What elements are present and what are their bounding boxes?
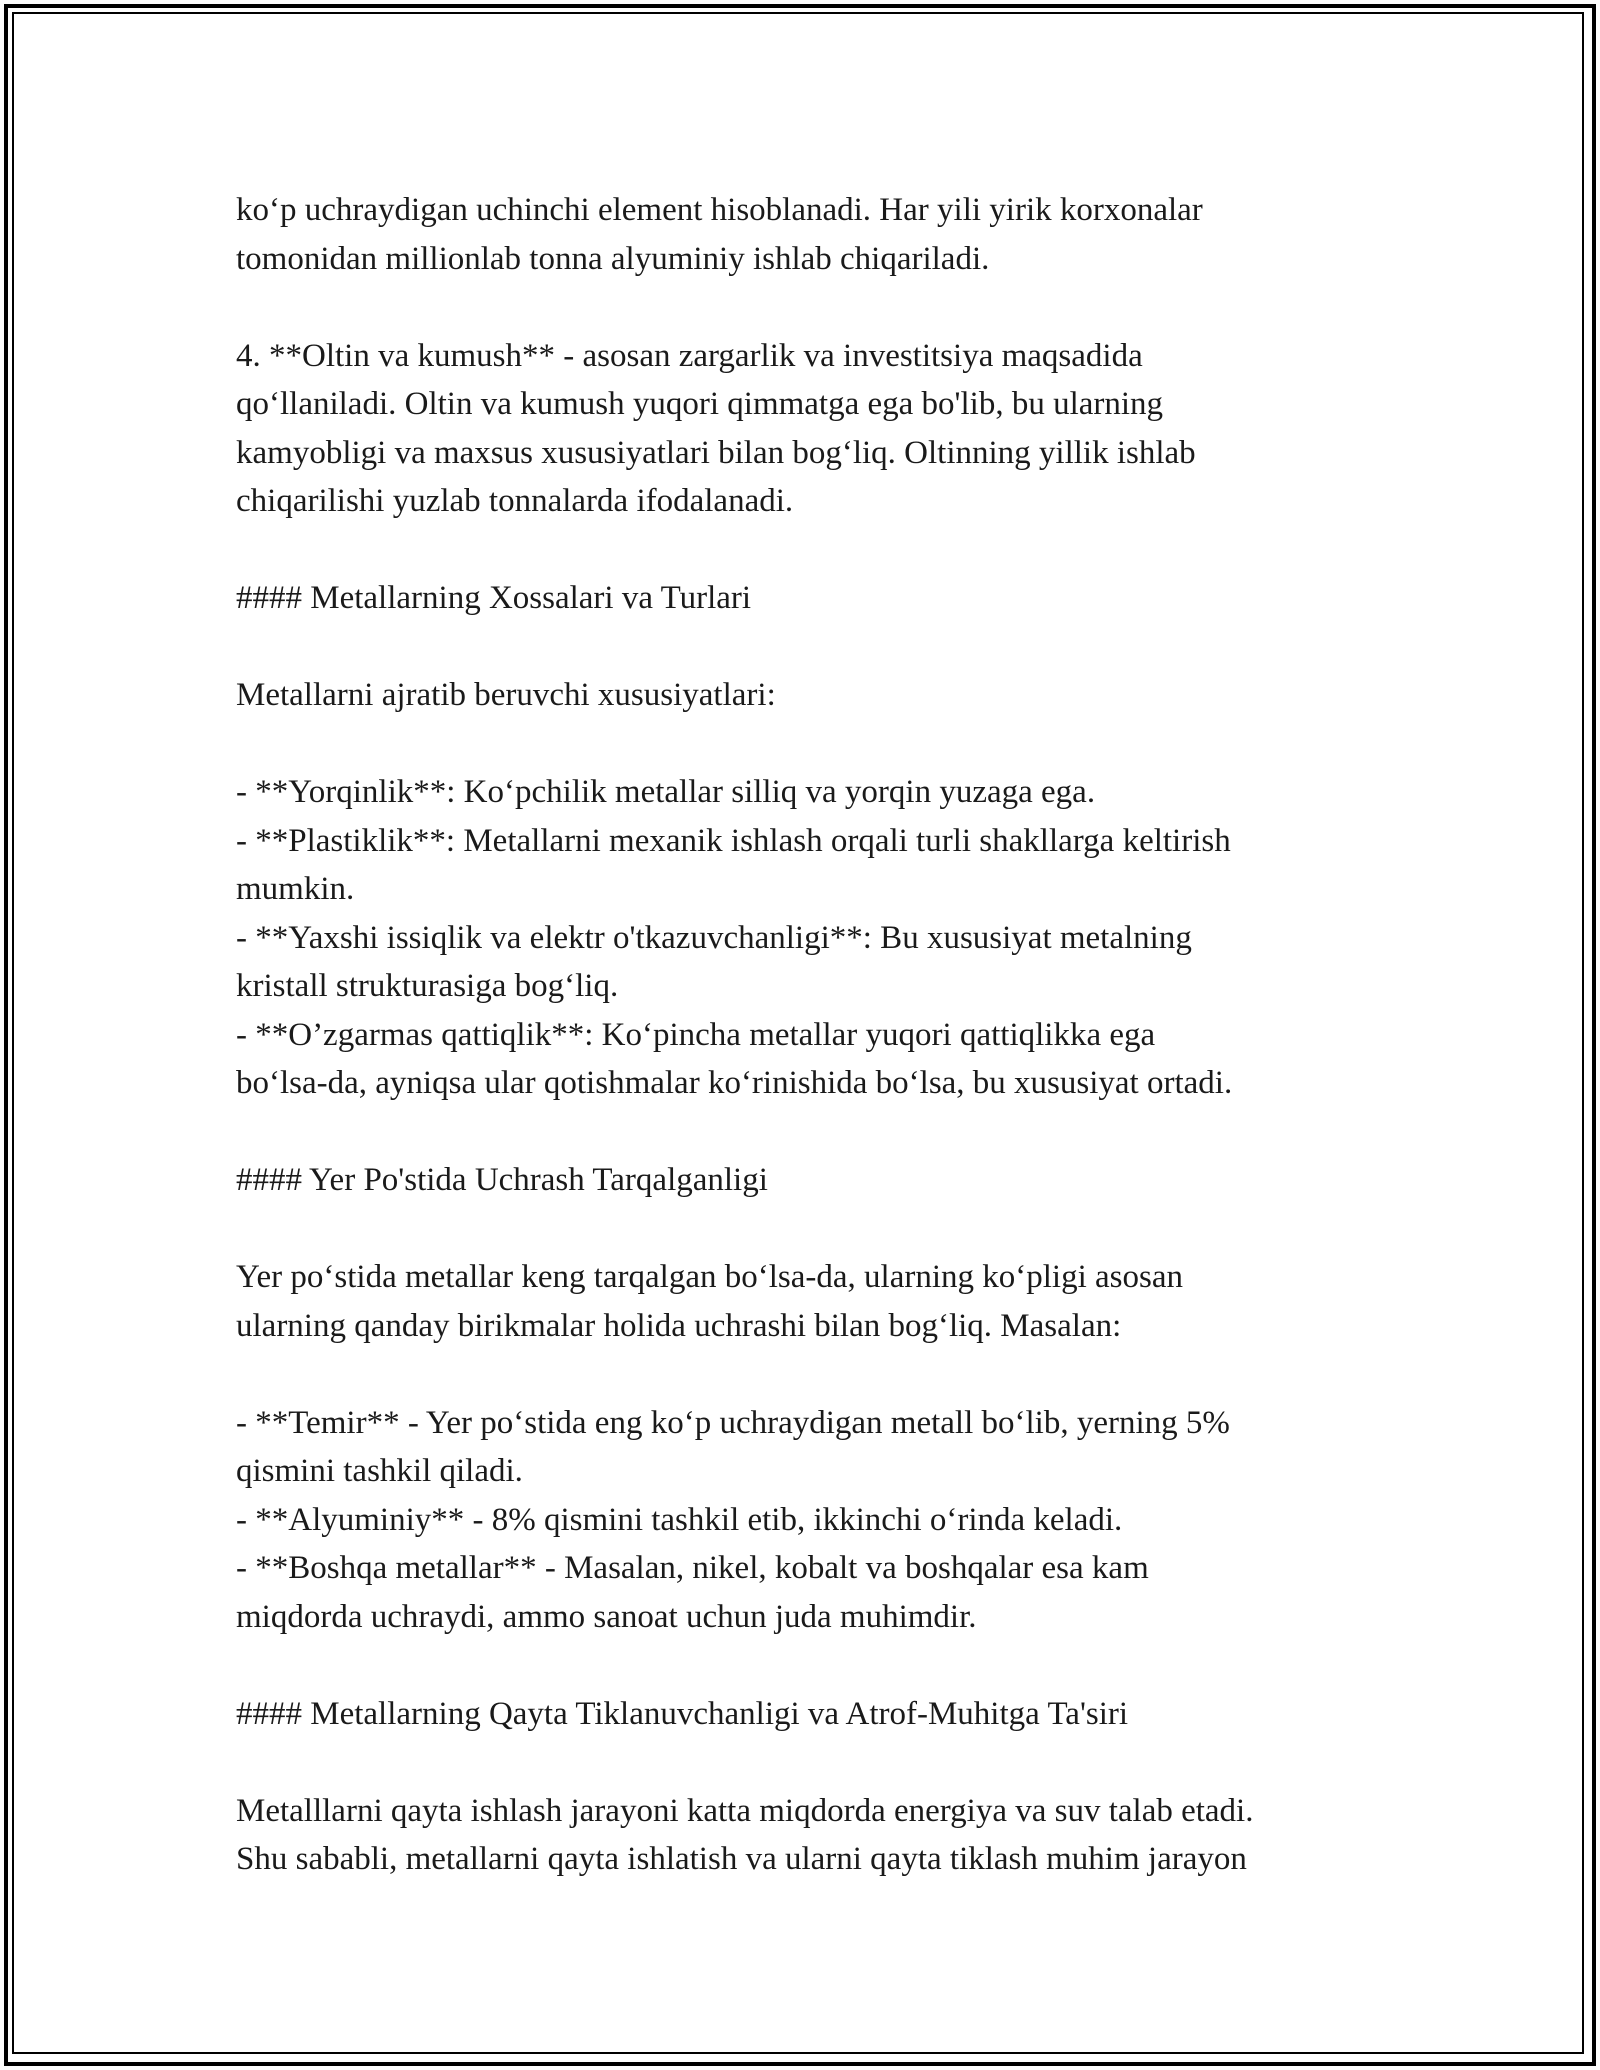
section-heading — [236, 1156, 1416, 1205]
paragraph — [236, 332, 1416, 526]
heading-text: #### Yer Po'stida Uchrash Tarqalganligi — [236, 1162, 768, 1198]
text-line: qo‘llaniladi. Oltin va kumush yuqori qimmatga ega bo'lib, bu ularning — [236, 386, 1164, 422]
paragraph — [236, 186, 1416, 283]
block-spacer — [236, 1641, 1416, 1690]
list-line: - **Boshqa metallar** - Masalan, nikel, kobalt va boshqalar esa kam — [236, 1550, 1149, 1586]
list-line: mumkin. — [236, 871, 355, 907]
text-line: chiqarilishi yuzlab tonnalarda ifodalanadi. — [236, 483, 794, 519]
list-line: miqdorda uchraydi, ammo sanoat uchun juda muhimdir. — [236, 1598, 977, 1635]
list-line: - **O’zgarmas qattiqlik**: Ko‘pincha metallar yuqori qattiqlikka ega — [236, 1016, 1156, 1053]
section-heading — [236, 574, 1416, 623]
block-spacer — [236, 1205, 1416, 1254]
block-spacer — [236, 720, 1416, 769]
bullet-list — [236, 768, 1416, 1108]
list-line: bo‘lsa-da, ayniqsa ular qotishmalar ko‘rinishida bo‘lsa, bu xususiyat ortadi. — [236, 1065, 1233, 1101]
text-line: Metallarni ajratib beruvchi xususiyatlari: — [236, 677, 776, 713]
heading-text: #### Metallarning Xossalari va Turlari — [236, 580, 752, 616]
text-line: kamyobligi va maxsus xususiyatlari bilan bog‘liq. Oltinning yillik ishlab — [236, 434, 1196, 471]
heading-text: #### Metallarning Qayta Tiklanuvchanligi va Atrof-Muhitga Ta'siri — [236, 1695, 1129, 1732]
document-body — [236, 186, 1416, 1884]
list-line: kristall strukturasiga bog‘liq. — [236, 968, 619, 1004]
text-line: ularning qanday birikmalar holida uchrashi bilan bog‘liq. Masalan: — [236, 1307, 1122, 1344]
text-line: 4. **Oltin va kumush** - asosan zargarlik va investitsiya maqsadida — [236, 337, 1143, 374]
section-heading — [236, 1690, 1416, 1739]
paragraph — [236, 1787, 1416, 1884]
list-line: - **Yorqinlik**: Ko‘pchilik metallar silliq va yorqin yuzaga ega. — [236, 774, 1096, 810]
paragraph — [236, 671, 1416, 720]
text-line: Yer po‘stida metallar keng tarqalgan bo‘lsa-da, ularning ko‘pligi asosan — [236, 1259, 1183, 1295]
block-spacer — [236, 526, 1416, 575]
text-line: Shu sababli, metallarni qayta ishlatish va ularni qayta tiklash muhim jarayon — [236, 1841, 1247, 1877]
list-line: - **Alyuminiy** - 8% qismini tashkil etib, ikkinchi o‘rinda keladi. — [236, 1501, 1123, 1538]
text-line: tomonidan millionlab tonna alyuminiy ishlab chiqariladi. — [236, 240, 990, 277]
list-line: - **Temir** - Yer po‘stida eng ko‘p uchraydigan metall bo‘lib, yerning 5% — [236, 1404, 1230, 1441]
bullet-list — [236, 1399, 1416, 1642]
block-spacer — [236, 283, 1416, 332]
block-spacer — [236, 623, 1416, 672]
list-line: - **Yaxshi issiqlik va elektr o'tkazuvchanligi**: Bu xususiyat metalning — [236, 919, 1192, 956]
text-line: ko‘p uchraydigan uchinchi element hisoblanadi. Har yili yirik korxonalar — [236, 192, 1203, 228]
list-line: - **Plastiklik**: Metallarni mexanik ishlash orqali turli shakllarga keltirish — [236, 822, 1231, 859]
block-spacer — [236, 1738, 1416, 1787]
text-line: Metalllarni qayta ishlash jarayoni katta miqdorda energiya va suv talab etadi. — [236, 1792, 1254, 1829]
list-line: qismini tashkil qiladi. — [236, 1453, 523, 1489]
block-spacer — [236, 1108, 1416, 1157]
paragraph — [236, 1253, 1416, 1350]
block-spacer — [236, 1350, 1416, 1399]
